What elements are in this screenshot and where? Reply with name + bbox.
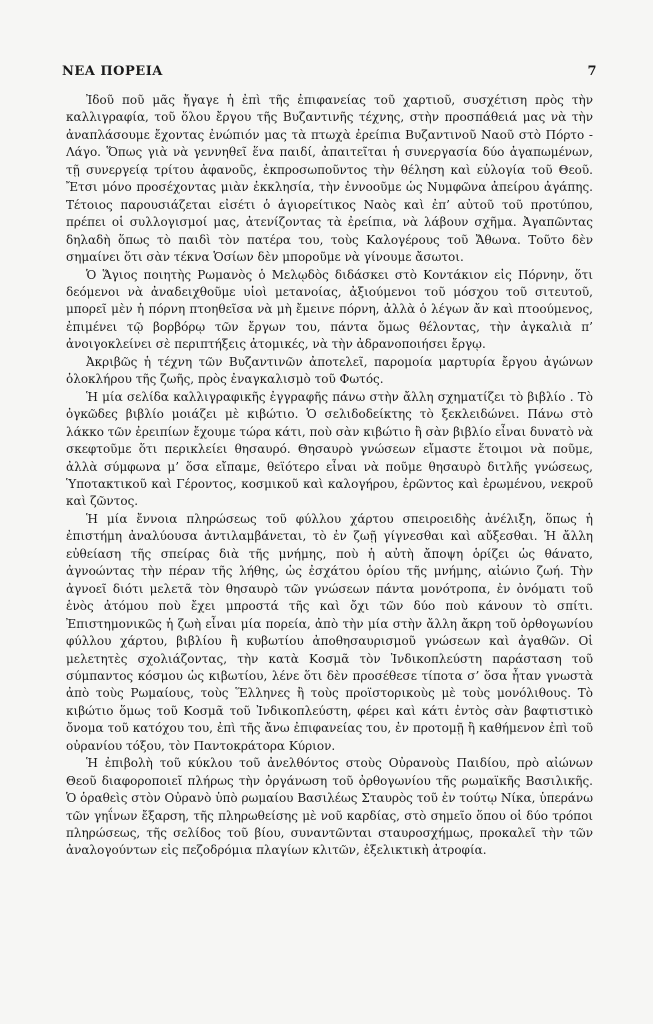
page-number: 7 (587, 64, 597, 79)
running-header (62, 64, 597, 84)
paragraph: Ἰδοῦ ποῦ μᾶς ἤγαγε ἡ ἐπὶ τῆς ἐπιφανείας τοῦ χαρτιοῦ, συσχέτιση πρὸς τὴν καλλιγραφία, τοῦ ὅλου ἔργου τῆς Βυζαντινῆς τέχνης, στὴν προσπάθειά μας νὰ τὴν ἀναπλάσουμε ἔχοντας ἐνώπιόν μας τὰ πτωχὰ ἐρείπια Βυζαντινοῦ Ναοῦ στὸ Πόρτο - Λάγο. Ὅπως γιὰ νὰ γεννηθεῖ ἕνα παιδί, ἀπαιτεῖται ἡ συνεργασία δύο ἀγαπωμένων, τῇ συνεργείᾳ τρίτου ἀφανοῦς, ἐκπροσωποῦντος τὴν θέληση καὶ εὐλογία τοῦ Θεοῦ. Ἔτσι μόνο προσέχοντας μιὰν ἐκκλησία, τὴν ἐννοοῦμε ὡς Νυμφῶνα ἀπείρου ἀγάπης. Τέτοιος παρουσιάζεται εἰσέτι ὁ ἁγιορείτικος Ναὸς καὶ ἐπ’ αὐτοῦ τοῦ προτύπου, πρέπει οἱ συλλογισμοί μας, ἀτενίζοντας τὰ ἐρείπια, νὰ λάβουν σχῆμα. Ἀγαπῶντας δηλαδὴ ὅπως τὸ παιδὶ τὸν πατέρα του, τοὺς Καλογέρους τοῦ Ἄθωνα. Τοῦτο δὲν σημαίνει ὅτι σὰν τέκνα Ὁσίων δὲν μποροῦμε νὰ γίνουμε ἄσωτοι. (66, 93, 593, 265)
article-body (66, 92, 593, 860)
paragraph: Ἡ ἐπιβολὴ τοῦ κύκλου τοῦ ἀνελθόντος στοὺς Οὐρανοὺς Παιδίου, πρὸ αἰώνων Θεοῦ διαφοροποιεῖ πλήρως τὴν ὀργάνωση τοῦ ὀρθογωνίου τῆς ρωμαϊκῆς Βασιλικῆς. Ὁ ὁραθεὶς στὸν Οὐρανὸ ὑπὸ ρωμαίου Βασιλέως Σταυρὸς τοῦ ἐν τούτῳ Νίκα, ὑπεράνω τῶν γηΐνων ἔξαρση, τῆς πληρωθείσης μὲ νοῦ καρδίας, στὸ σημεῖο ὅπου οἱ δύο τρόποι πληρώσεως, τῆς σελίδος τοῦ βίου, συναντῶνται σταυροσχήμως, προκαλεῖ τὴν τῶν ἀναλογούντων εἰς πεζοδρόμια πλαγίων κλιτῶν, ἐξελικτικὴ ἀτροφία. (66, 756, 593, 858)
paragraph: Ἡ μία σελίδα καλλιγραφικῆς ἐγγραφῆς πάνω στὴν ἄλλη σχηματίζει τὸ βιβλίο . Τὸ ὀγκῶδες βιβλίο μοιάζει μὲ κιβώτιο. Ὁ σελιδοδείκτης τὸ ξεκλειδώνει. Πάνω στὸ λάκκο τῶν ἐρειπίων ἔχουμε τώρα κάτι, ποὺ σὰν κιβώτιο ἢ σὰν βιβλίο εἶναι δυνατὸ νὰ σκεφτοῦμε ὅτι περικλείει θησαυρό. Θησαυρὸ γνώσεων εἴμαστε ἕτοιμοι νὰ ποῦμε, ἀλλὰ σύμφωνα μ’ ὅσα εἴπαμε, θεϊότερο εἶναι νὰ ποῦμε θησαυρὸ διτλῆς γνώσεως, Ὑποτακτικοῦ καὶ Γέροντος, κοσμικοῦ καὶ καλογήρου, ἐρῶντος καὶ ἐρωμένου, νεκροῦ καὶ ζῶντος. (66, 389, 593, 509)
paragraph: Ἡ μία ἔννοια πληρώσεως τοῦ φύλλου χάρτου σπειροειδὴς ἀνέλιξη, ὅπως ἡ ἐπιστήμη ἀναλύουσα ἀντιλαμβάνεται, τὸ ἐν ζωῇ γίγνεσθαι καὶ αὔξεσθαι. Ἡ ἄλλη εὐθείαση τῆς σπείρας διὰ τῆς μνήμης, ποὺ ἡ αὐτὴ ἄποψη ὁρίζει ὡς θάνατο, ἀγνοώντας τὴν πέραν τῆς λήθης, ὡς ἐσχάτου ὁρίου τῆς μνήμης, αἰώνιο ζωή. Τὴν ἀγνοεῖ διότι μελετᾶ τὸν θησαυρὸ τῶν γνώσεων πάντα μονότροπα, ἐν ὀνόματι τοῦ ἑνὸς ἀτόμου ποὺ ἔχει μπροστά τῆς καὶ ὄχι τῶν δύο ποὺ κάνουν τὸ σπίτι. Ἐπιστημονικῶς ἡ ζωὴ εἶναι μία πορεία, ἀπὸ τὴν μία στὴν ἄλλη ἄκρη τοῦ ὀρθογωνίου φύλλου χάρτου, βιβλίου ἢ κυβωτίου ἀποθησαυρισμοῦ γνώσεων καὶ ἀγαθῶν. Οἱ μελετητὲς σχολιάζοντας, τὴν κατὰ Κοσμᾶ τὸν Ἰνδικοπλεύστη παράσταση τοῦ σύμπαντος κόσμου ὡς κιβωτίου, λένε ὅτι δὲν προσέθεσε τίποτα σ’ ὅσα ἦταν γνωστὰ ἀπὸ τοὺς Ρωμαίους, τοὺς Ἕλληνες ἢ τοὺς προϊστορικοὺς μὲ τοὺς μονόλιθους. Τὸ κιβώτιο ὅμως τοῦ Κοσμᾶ τοῦ Ἰνδικοπλεύστη, φέρει καὶ κάτι ἐντὸς σὰν βαφτιστικὸ ὄνομα τοῦ κατόχου του, ἐπὶ τῆς ἄνω ἐπιφανείας του, ἐν προτομῇ ἢ καθήμενον ἐπὶ τοῦ οὐρανίου τόξου, τὸν Παντοκράτορα Κύριον. (66, 511, 593, 753)
journal-title: ΝΕΑ ΠΟΡΕΙΑ (62, 64, 163, 79)
paragraph: Ἀκριβῶς ἡ τέχνη τῶν Βυζαντινῶν ἀποτελεῖ, παρομοία μαρτυρία ἔργου ἀγώνων ὁλοκλήρου τῆς ζωῆς, πρὸς ἐναγκαλισμὸ τοῦ Φωτός. (66, 354, 593, 387)
paragraph: Ὁ Ἅγιος ποιητὴς Ρωμανὸς ὁ Μελῳδὸς διδάσκει στὸ Κοντάκιον εἰς Πόρνην, ὅτι δεόμενοι νὰ ἀναδειχθοῦμε υἱοὶ μετανοίας, ἀξιούμενοι τοῦ μόσχου τοῦ σιτευτοῦ, μπορεῖ μὲν ἡ πόρνη πτοηθεῖσα νὰ μὴ ἔμεινε πόρνη, ἀλλὰ ὁ λέγων ἄν καὶ πτοούμενος, ἐπιμένει τῷ βορβόρῳ τῶν ἔργων του, πάντα ὅμως θέλοντας, τὴν ἀγκαλιὰ π’ ἀνοιγοκλείνει σὲ περιπτήξεις ἀτομικές, νὰ τὴν ἀδρανοποιήσει ἔργῳ. (66, 267, 593, 352)
